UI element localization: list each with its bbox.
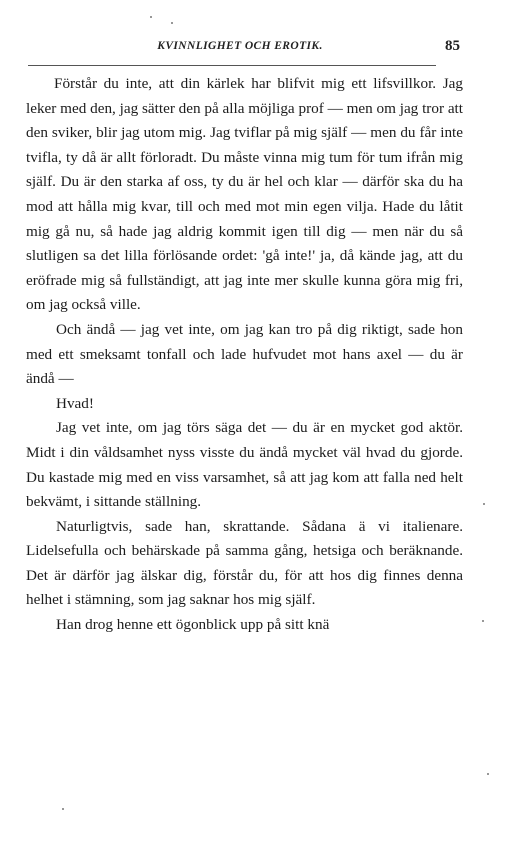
scan-speck xyxy=(150,16,152,18)
page-number: 85 xyxy=(445,38,460,54)
scan-speck xyxy=(487,773,489,775)
paragraph: Förstår du inte, att din kärlek har blifvit mig ett lifsvillkor. Jag leker med den, jag sätter den på alla möjliga prof — men om jag tror att den sviker, blir jag utom mig. Jag tviflar på mig själf — men du får inte tvifla, ty då är allt förloradt. Du måste vinna mig tum för tum ifrån mig själf. Du är den starka af oss, ty du är hel och klar — därför ska du ha mod att hålla mig kvar, till och med mot min egen vilja. Hade du låtit mig gå nu, så hade jag aldrig kommit igen till dig — men när du så slutligen sa det lilla förlösande ordet: 'gå inte!' ja, då kände jag, att du eröfrade mig så fullständigt, att jag inte mer skulle kunna göra mig fri, om jag också ville. xyxy=(26,75,463,314)
scan-speck xyxy=(62,808,64,810)
paragraph: Hvad! xyxy=(56,394,94,412)
page-header xyxy=(20,38,460,62)
header-rule xyxy=(28,65,436,66)
scan-speck xyxy=(171,22,173,24)
paragraph: Han drog henne ett ögonblick upp på sitt knä xyxy=(56,616,330,634)
paragraph: Jag vet inte, om jag törs säga det — du är en mycket god aktör. Midt i din våldsamhet nyss visste du ändå mycket väl hvad du gjorde. Du kastade mig med en viss varsamhet, så att jag kom att falla ned helt bekvämt, i sittande ställning. xyxy=(26,419,463,511)
scan-speck xyxy=(483,503,485,505)
running-title: KVINNLIGHET OCH EROTIK. xyxy=(157,40,323,52)
scan-speck xyxy=(482,620,484,622)
paragraph: Naturligtvis, sade han, skrattande. Sådana ä vi italienare. Lidelsefulla och behärskade på samma gång, hetsiga och beräknande. Det är därför jag älskar dig, förstår du, för att hos dig finnes denna helhet i stämning, som jag saknar hos mig själf. xyxy=(26,517,463,609)
body-text xyxy=(26,72,463,638)
paragraph: Och ändå — jag vet inte, om jag kan tro på dig riktigt, sade hon med ett smeksamt tonfall och lade hufvudet mot hans axel — du är ändå — xyxy=(26,320,463,388)
